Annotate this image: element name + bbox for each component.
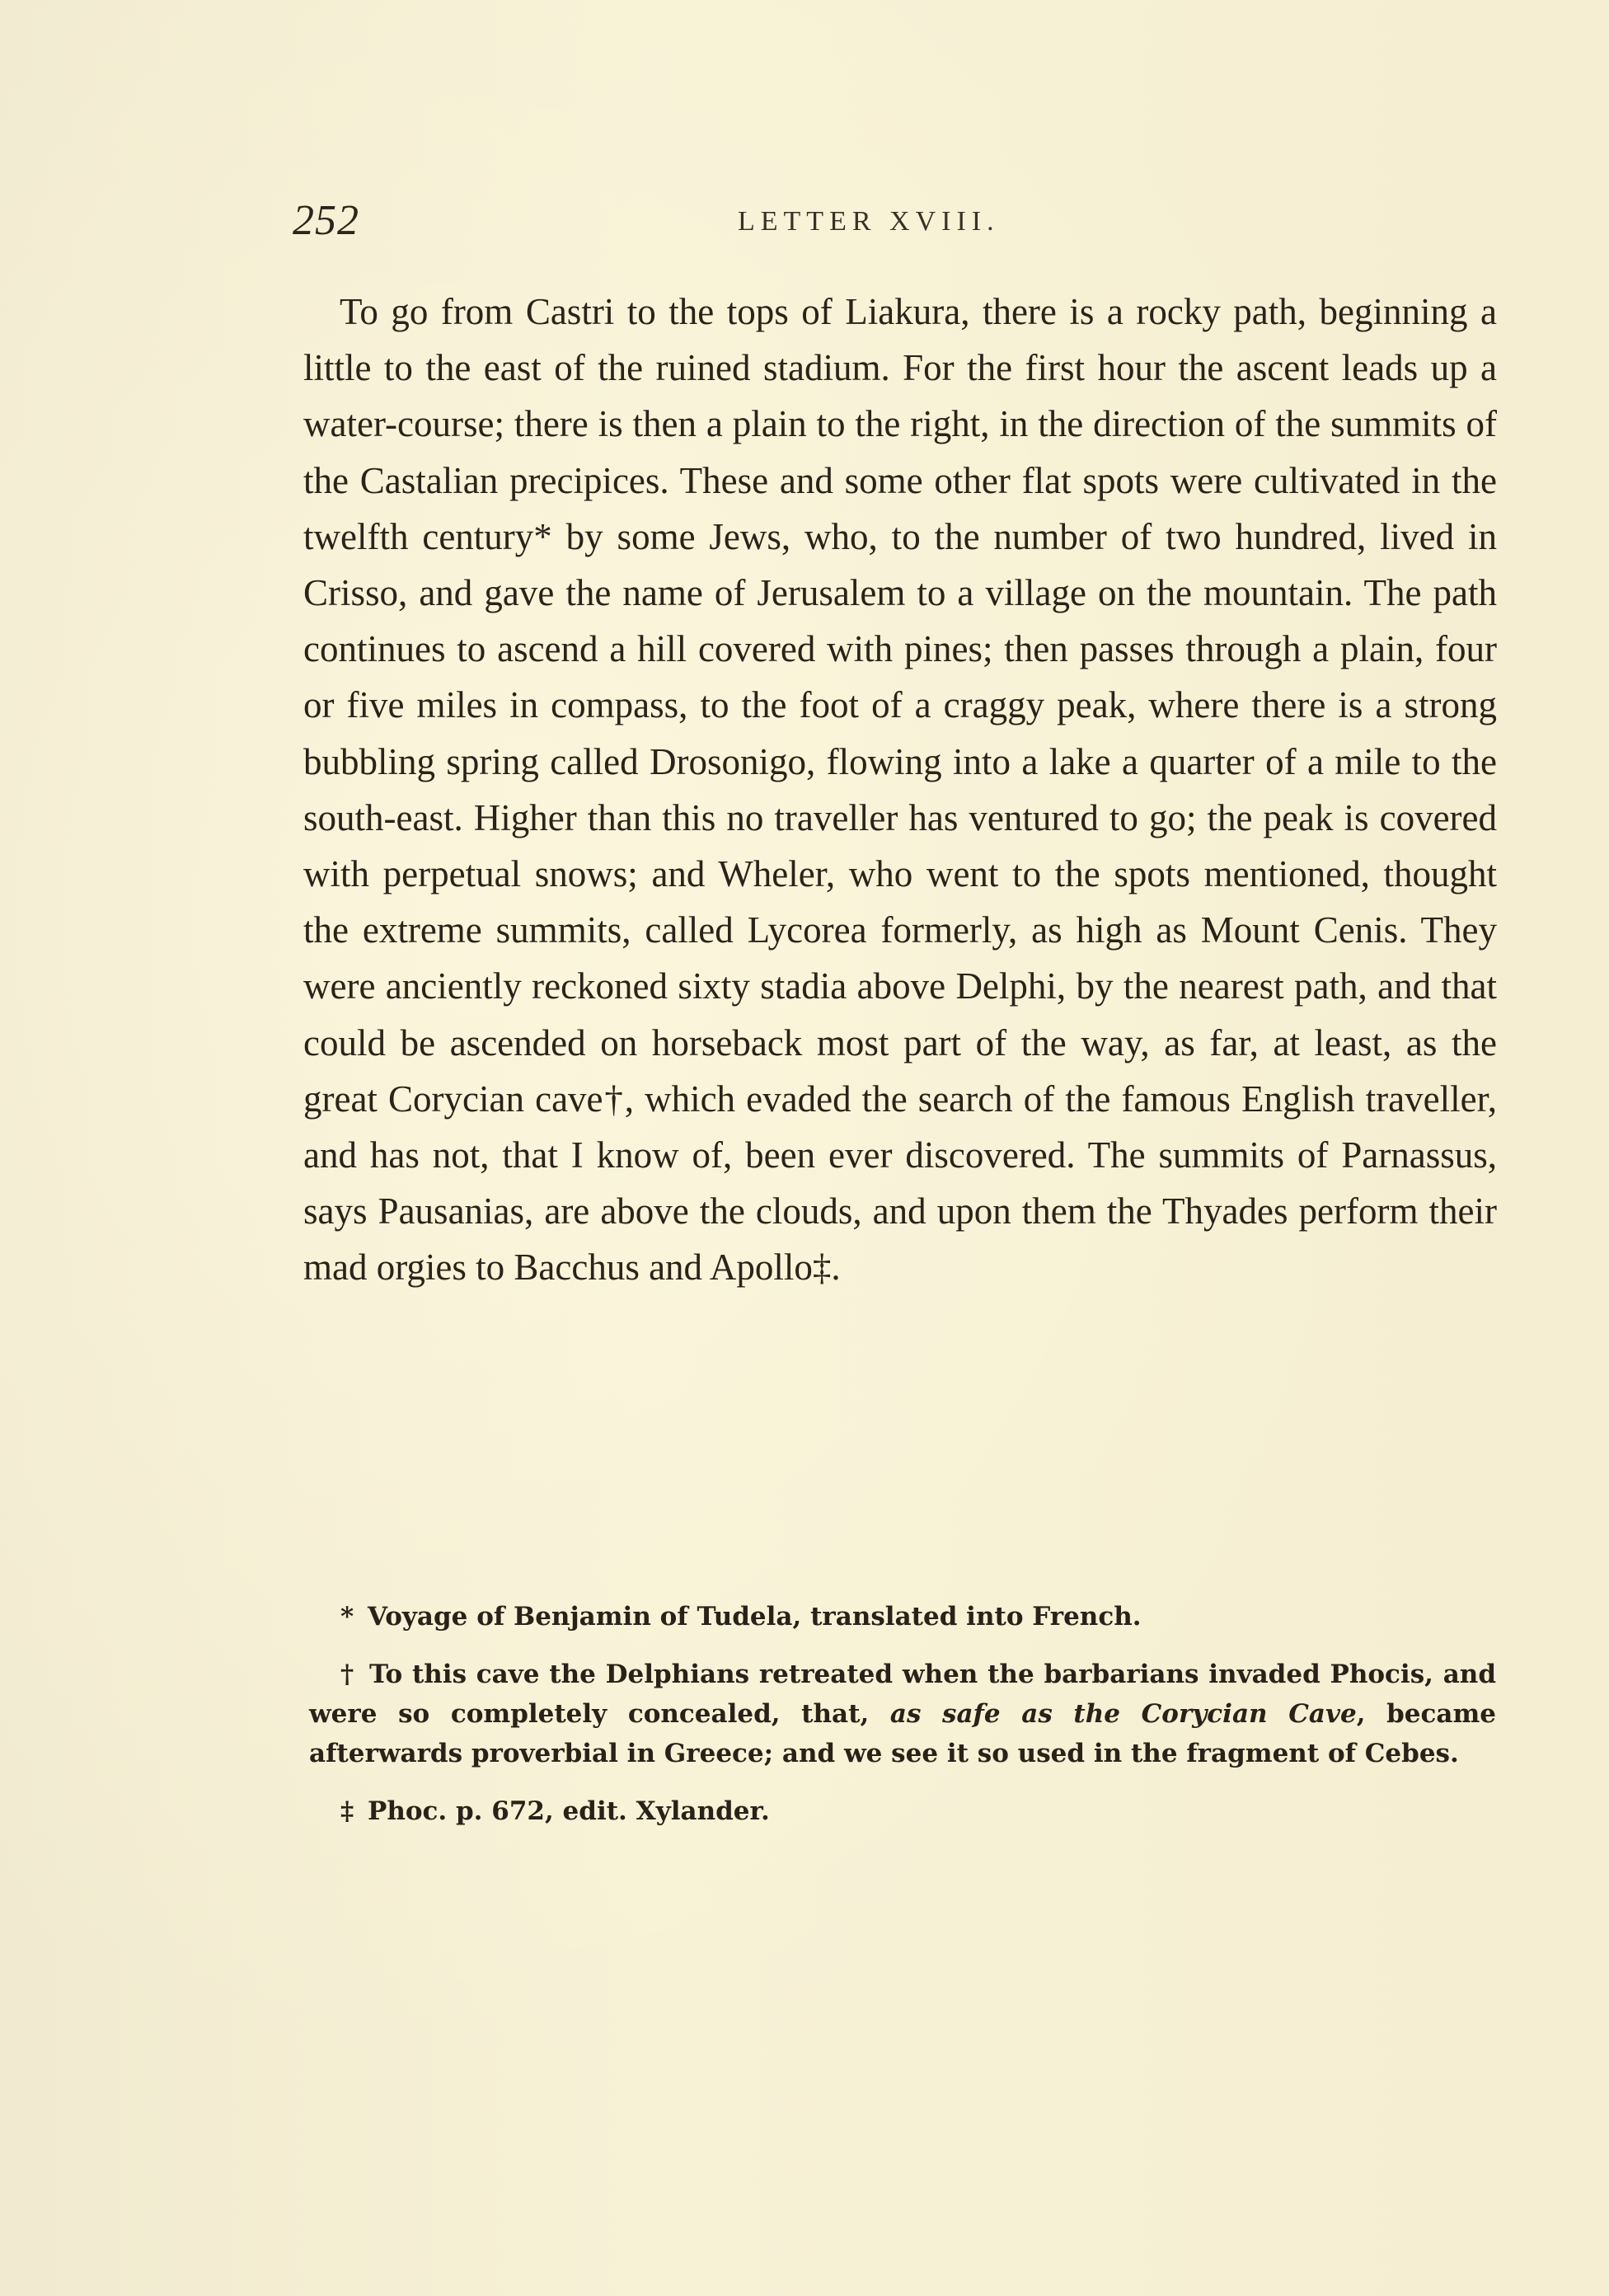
footnote-1-mark: *	[340, 1602, 354, 1632]
body-paragraph: To go from Castri to the tops of Liakura, there is a rocky path, beginning a little to the east of the ruined stadium. For the first hour the ascent leads up a water-course; there is then a plain to the right, in the direction of the summits of the Castalian precipices. These and some other flat spots were cultivated in the twelfth century* by some Jews, who, to the number of two hundred, lived in Crisso, and gave the name of Jerusalem to a village on the mountain. The path continues to ascend a hill covered with pines; then passes through a plain, four or five miles in compass, to the foot of a craggy peak, where there is a strong bubbling spring called Drosonigo, flowing into a lake a quarter of a mile to the south-east. Higher than this no traveller has ventured to go; the peak is covered with perpetual snows; and Wheler, who went to the spots mentioned, thought the extreme summits, called Lycorea formerly, as high as Mount Cenis. They were anciently reckoned sixty stadia above Delphi, by the nearest path, and that could be ascended on horseback most part of the way, as far, at least, as the great Corycian cave†, which evaded the search of the famous English traveller, and has not, that I know of, been ever discovered. The summits of Parnassus, says Pausanias, are above the clouds, and upon them the Thyades perform their mad orgies to Bacchus and Apollo‡.	[303, 291, 1497, 1289]
footnote-2-mark: †	[340, 1660, 355, 1689]
page-header	[293, 196, 1496, 254]
footnote-3-mark: ‡	[340, 1796, 354, 1826]
footnote-2-text-italic: as safe as the Corycian Cave	[889, 1699, 1357, 1729]
footnote-2-text-before: To this cave the Delphians retreated when the barbarians invaded Phocis, and were so completely concealed, that,	[309, 1660, 1497, 1729]
footnote-3-text: Phoc. p. 672, edit. Xylander.	[368, 1796, 770, 1826]
footnote-2-text-after: , became afterwards proverbial in Greece; and we see it so used in the fragment of Cebes.	[309, 1699, 1496, 1768]
footnote-1	[309, 1597, 1496, 1636]
page-number: 252	[293, 197, 359, 244]
footnote-1-text: Voyage of Benjamin of Tudela, translated into French.	[368, 1602, 1142, 1632]
footnotes	[309, 1597, 1496, 1849]
footnote-3	[309, 1791, 1496, 1831]
footnote-2	[309, 1655, 1496, 1773]
running-head: LETTER XVIII.	[738, 206, 1000, 237]
